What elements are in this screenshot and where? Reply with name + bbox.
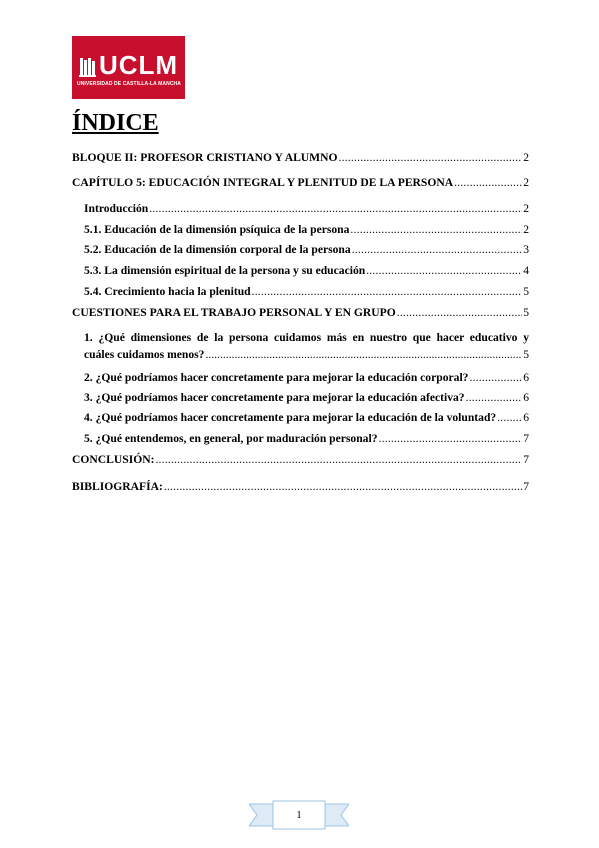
toc-entry-label: CONCLUSIÓN:: [72, 453, 155, 466]
toc-entry[interactable]: [84, 222, 529, 237]
toc-entry-label: 5.2. Educación de la dimensión corporal de la persona: [84, 243, 351, 256]
toc-entry-page: 2: [523, 176, 529, 189]
toc-entry[interactable]: [84, 263, 529, 278]
toc-entry-label: 5.4. Crecimiento hacia la plenitud: [84, 285, 251, 298]
toc-entry-label: CAPÍTULO 5: EDUCACIÓN INTEGRAL Y PLENITUD DE LA PERSONA: [72, 176, 454, 189]
toc-entry[interactable]: [84, 431, 529, 446]
toc-entry-label: BIBLIOGRAFÍA:: [72, 480, 163, 493]
toc-entry[interactable]: [72, 305, 529, 320]
toc-entry-label: 4. ¿Qué podríamos hacer concretamente para mejorar la educación de la voluntad?: [84, 411, 497, 424]
toc-entry[interactable]: [72, 452, 529, 467]
toc-entry-page: 2: [523, 202, 529, 215]
toc-entry-label: Introducción: [84, 202, 149, 215]
toc-entry-page: 7: [523, 453, 529, 466]
toc-entry[interactable]: [84, 370, 529, 385]
toc-entry-page: 6: [523, 411, 529, 424]
toc-entry-page: 5: [523, 285, 529, 298]
toc-entry-page: 5: [523, 348, 529, 361]
logo-wordmark: UCLM: [99, 50, 179, 80]
toc-entry-page: 6: [523, 371, 529, 384]
toc-entry-page: 7: [523, 480, 529, 493]
toc-entry[interactable]: [72, 150, 529, 165]
toc-entry[interactable]: [84, 390, 529, 405]
toc-entry-label: BLOQUE II: PROFESOR CRISTIANO Y ALUMNO: [72, 151, 338, 164]
toc-entry-label-continued: cuáles cuidamos menos?: [84, 348, 205, 361]
toc-entry[interactable]: [84, 410, 529, 425]
logo-subtitle: UNIVERSIDAD DE CASTILLA-LA MANCHA: [77, 81, 181, 87]
toc-entry-label: CUESTIONES PARA EL TRABAJO PERSONAL Y EN GRUPO: [72, 306, 396, 319]
toc-entry[interactable]: [84, 242, 529, 257]
toc-entry[interactable]: [84, 329, 529, 363]
university-crest-icon: [79, 56, 97, 78]
page-number-footer: [249, 800, 349, 830]
toc-entry[interactable]: [72, 175, 529, 190]
page-number: 1: [296, 809, 302, 821]
toc-entry[interactable]: [84, 284, 529, 299]
page-title: ÍNDICE: [72, 110, 159, 136]
toc-entry-page: 5: [523, 306, 529, 319]
toc-entry-label: 2. ¿Qué podríamos hacer concretamente para mejorar la educación corporal?: [84, 371, 469, 384]
toc-entry-label: 5. ¿Qué entendemos, en general, por maduración personal?: [84, 432, 378, 445]
toc-entry-label: 5.1. Educación de la dimensión psíquica de la persona: [84, 223, 350, 236]
toc-entry-page: 7: [523, 432, 529, 445]
toc-entry-label: 3. ¿Qué podríamos hacer concretamente para mejorar la educación afectiva?: [84, 391, 465, 404]
toc-entry-page: 6: [523, 391, 529, 404]
toc-entry-page: 2: [523, 151, 529, 164]
toc-entry-label: 1. ¿Qué dimensiones de la persona cuidamos más en nuestro que hacer educativo y: [84, 331, 529, 344]
toc-entry-page: 3: [523, 243, 529, 256]
toc-entry-page: 4: [523, 264, 529, 277]
toc-entry[interactable]: [84, 201, 529, 216]
uclm-logo: [72, 36, 185, 99]
toc-entry-page: 2: [523, 223, 529, 236]
toc-entry[interactable]: [72, 479, 529, 494]
toc-entry-label: 5.3. La dimensión espiritual de la persona y su educación: [84, 264, 366, 277]
